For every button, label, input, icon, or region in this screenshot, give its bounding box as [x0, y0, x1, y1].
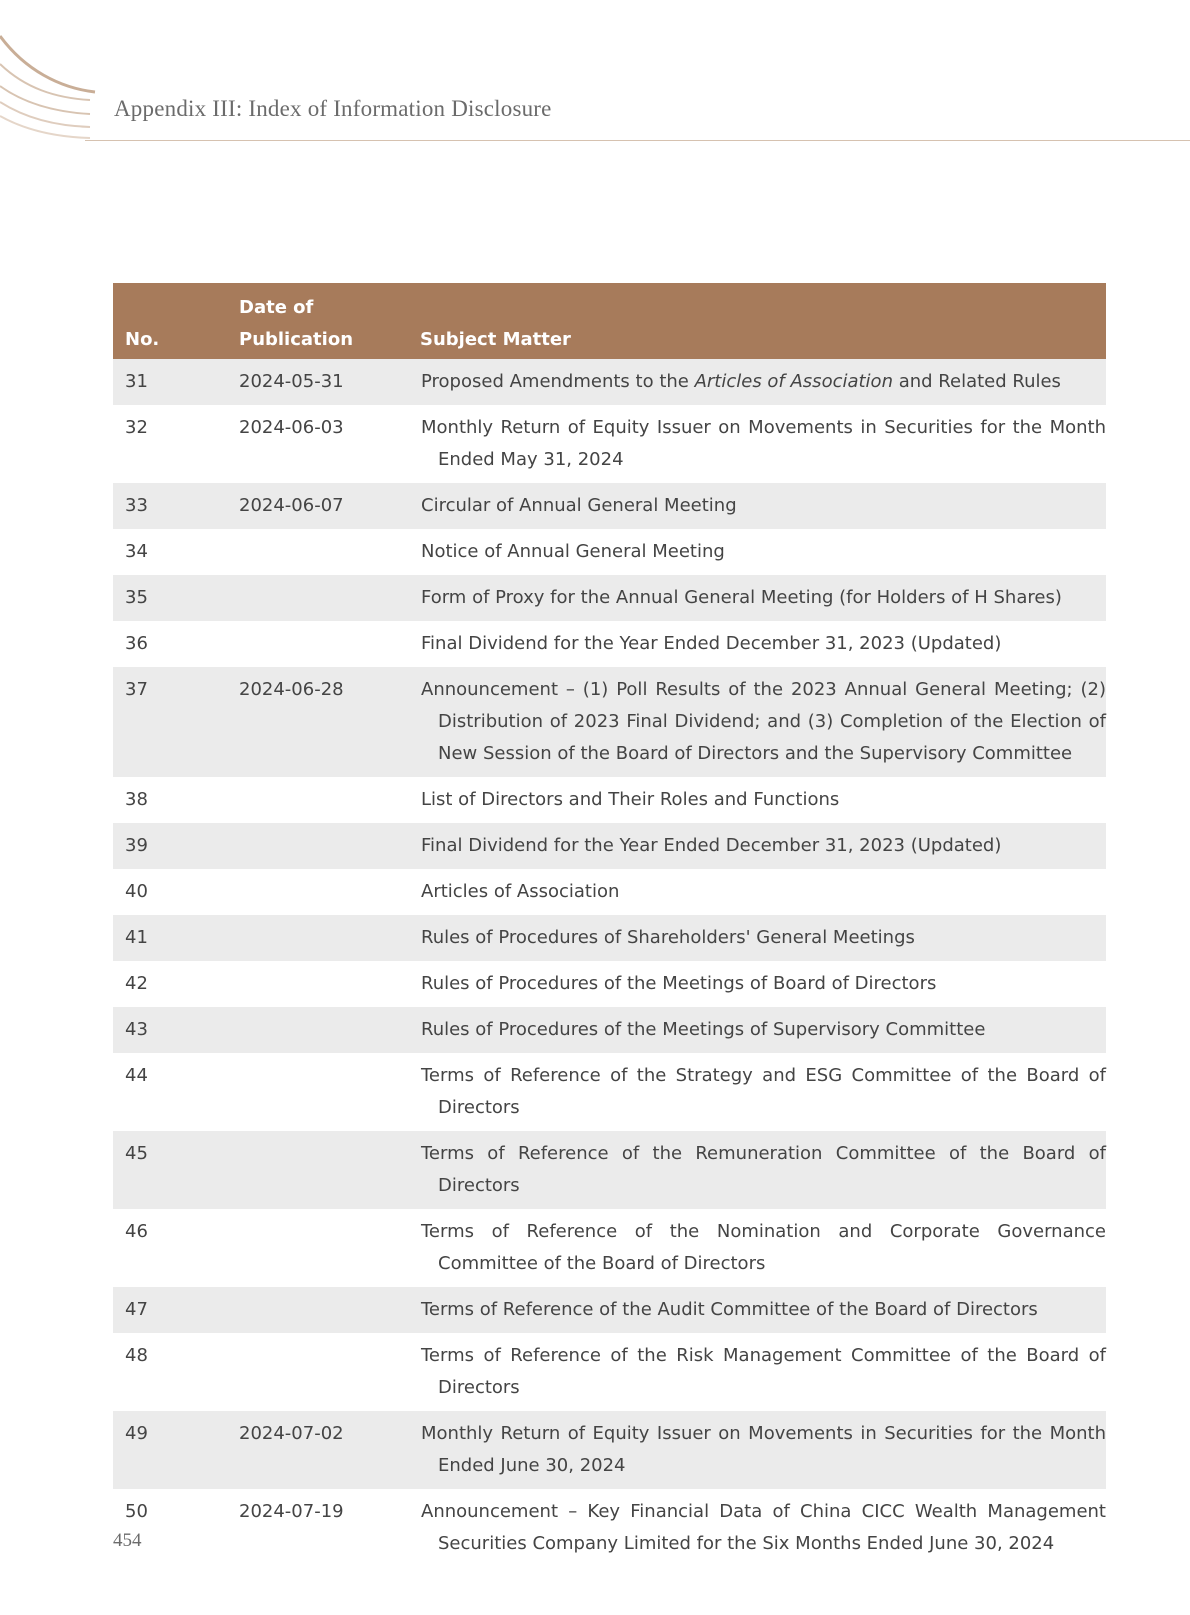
cell-date: [227, 1053, 408, 1131]
cell-subject: Terms of Reference of the Risk Management Committee of the Board of Directors: [421, 1345, 1106, 1398]
table-row: [113, 915, 1106, 961]
cell-no: 41: [113, 915, 227, 961]
table-row: [113, 1007, 1106, 1053]
page-header-title: Appendix III: Index of Information Disclosure: [114, 96, 552, 121]
table-row: [113, 823, 1106, 869]
table-row: [113, 575, 1106, 621]
cell-subject: Articles of Association: [421, 881, 620, 902]
table-row: [113, 621, 1106, 667]
cell-subject: Terms of Reference of the Remuneration Committee of the Board of Directors: [408, 1131, 1106, 1209]
cell-date: [227, 575, 408, 621]
cell-subject: Terms of Reference of the Audit Committee of the Board of Directors: [408, 1287, 1106, 1333]
header-rule: [85, 140, 1190, 141]
cell-subject: Announcement – (1) Poll Results of the 2023 Annual General Meeting; (2) Distribution of 2023 Final Dividend; and (3) Completion of the Election of New Session of the Board of Directors and the Supervisory Committee: [408, 667, 1106, 777]
cell-date: [227, 869, 408, 915]
cell-no: 42: [125, 973, 148, 994]
cell-no: 43: [113, 1007, 227, 1053]
table-row: [113, 1209, 1106, 1287]
cell-date: [227, 823, 408, 869]
cell-date: [227, 777, 408, 823]
header-date-line1: Date of: [239, 297, 314, 318]
table-row: [113, 667, 1106, 777]
cell-subject: Monthly Return of Equity Issuer on Movements in Securities for the Month Ended June 30, 2024: [408, 1411, 1106, 1489]
table-row: [113, 359, 1106, 405]
cell-subject: Final Dividend for the Year Ended December 31, 2023 (Updated): [408, 823, 1106, 869]
cell-subject: Rules of Procedures of the Meetings of Supervisory Committee: [408, 1007, 1106, 1053]
cell-no: 48: [125, 1345, 148, 1366]
table-row: [113, 1333, 1106, 1411]
cell-no: 44: [125, 1065, 148, 1086]
page-number: 454: [113, 1530, 142, 1551]
subject-text: and Related Rules: [892, 371, 1061, 392]
cell-date: 2024-06-03: [239, 417, 344, 438]
cell-no: 34: [125, 541, 148, 562]
header-subject-matter: Subject Matter: [408, 283, 1106, 359]
table-row: [113, 1053, 1106, 1131]
cell-no: 36: [125, 633, 148, 654]
header-no: No.: [113, 283, 227, 359]
cell-date: 2024-06-28: [227, 667, 408, 777]
cell-no: 49: [113, 1411, 227, 1489]
cell-no: 50: [125, 1501, 148, 1522]
cell-subject: Circular of Annual General Meeting: [408, 483, 1106, 529]
cell-subject: Form of Proxy for the Annual General Meeting (for Holders of H Shares): [408, 575, 1106, 621]
table-row: [113, 869, 1106, 915]
cell-subject: Announcement – Key Financial Data of China CICC Wealth Management Securities Company Limited for the Six Months Ended June 30, 2024: [421, 1501, 1106, 1554]
table-row: [113, 1411, 1106, 1489]
table-header-row: [113, 283, 1106, 359]
table-row: [113, 777, 1106, 823]
table-row: [113, 529, 1106, 575]
cell-subject: Terms of Reference of the Strategy and ESG Committee of the Board of Directors: [421, 1065, 1106, 1118]
cell-no: 37: [113, 667, 227, 777]
table-row: [113, 961, 1106, 1007]
cell-subject: Rules of Procedures of the Meetings of Board of Directors: [421, 973, 937, 994]
subject-italic-text: Articles of Association: [694, 371, 893, 392]
cell-subject: Rules of Procedures of Shareholders' General Meetings: [408, 915, 1106, 961]
cell-no: 47: [113, 1287, 227, 1333]
decorative-arc-lines: [0, 0, 110, 150]
cell-date: 2024-07-02: [227, 1411, 408, 1489]
cell-subject: Final Dividend for the Year Ended December 31, 2023 (Updated): [421, 633, 1002, 654]
cell-date: [227, 1007, 408, 1053]
cell-no: 39: [113, 823, 227, 869]
cell-date: 2024-05-31: [227, 359, 408, 405]
cell-date: [227, 621, 408, 667]
table-row: [113, 483, 1106, 529]
table-row: [113, 1287, 1106, 1333]
cell-subject: Notice of Annual General Meeting: [421, 541, 725, 562]
cell-no: 38: [125, 789, 148, 810]
cell-no: 33: [113, 483, 227, 529]
cell-no: 46: [125, 1221, 148, 1242]
cell-subject: [408, 359, 1106, 405]
cell-no: 31: [113, 359, 227, 405]
header-date-line2: Publication: [239, 329, 354, 350]
cell-no: 40: [125, 881, 148, 902]
cell-date: [227, 915, 408, 961]
cell-date: [227, 529, 408, 575]
cell-date: [227, 961, 408, 1007]
cell-subject: Monthly Return of Equity Issuer on Movements in Securities for the Month Ended May 31, 2024: [421, 417, 1106, 470]
disclosure-index-table: [113, 283, 1106, 1567]
cell-no: 45: [113, 1131, 227, 1209]
header-date-of-publication: [227, 283, 408, 359]
cell-date: [227, 1287, 408, 1333]
cell-date: [227, 1333, 408, 1411]
cell-no: 35: [113, 575, 227, 621]
cell-subject: Terms of Reference of the Nomination and Corporate Governance Committee of the Board of Directors: [421, 1221, 1106, 1274]
subject-text: Proposed Amendments to the: [421, 371, 695, 392]
cell-subject: List of Directors and Their Roles and Functions: [421, 789, 840, 810]
cell-date: [227, 1209, 408, 1287]
cell-no: 32: [125, 417, 148, 438]
cell-date: 2024-06-07: [227, 483, 408, 529]
cell-date: [227, 1131, 408, 1209]
cell-date: 2024-07-19: [239, 1501, 344, 1522]
table-row: [113, 1131, 1106, 1209]
table-row: [113, 405, 1106, 483]
table-row: [113, 1489, 1106, 1567]
